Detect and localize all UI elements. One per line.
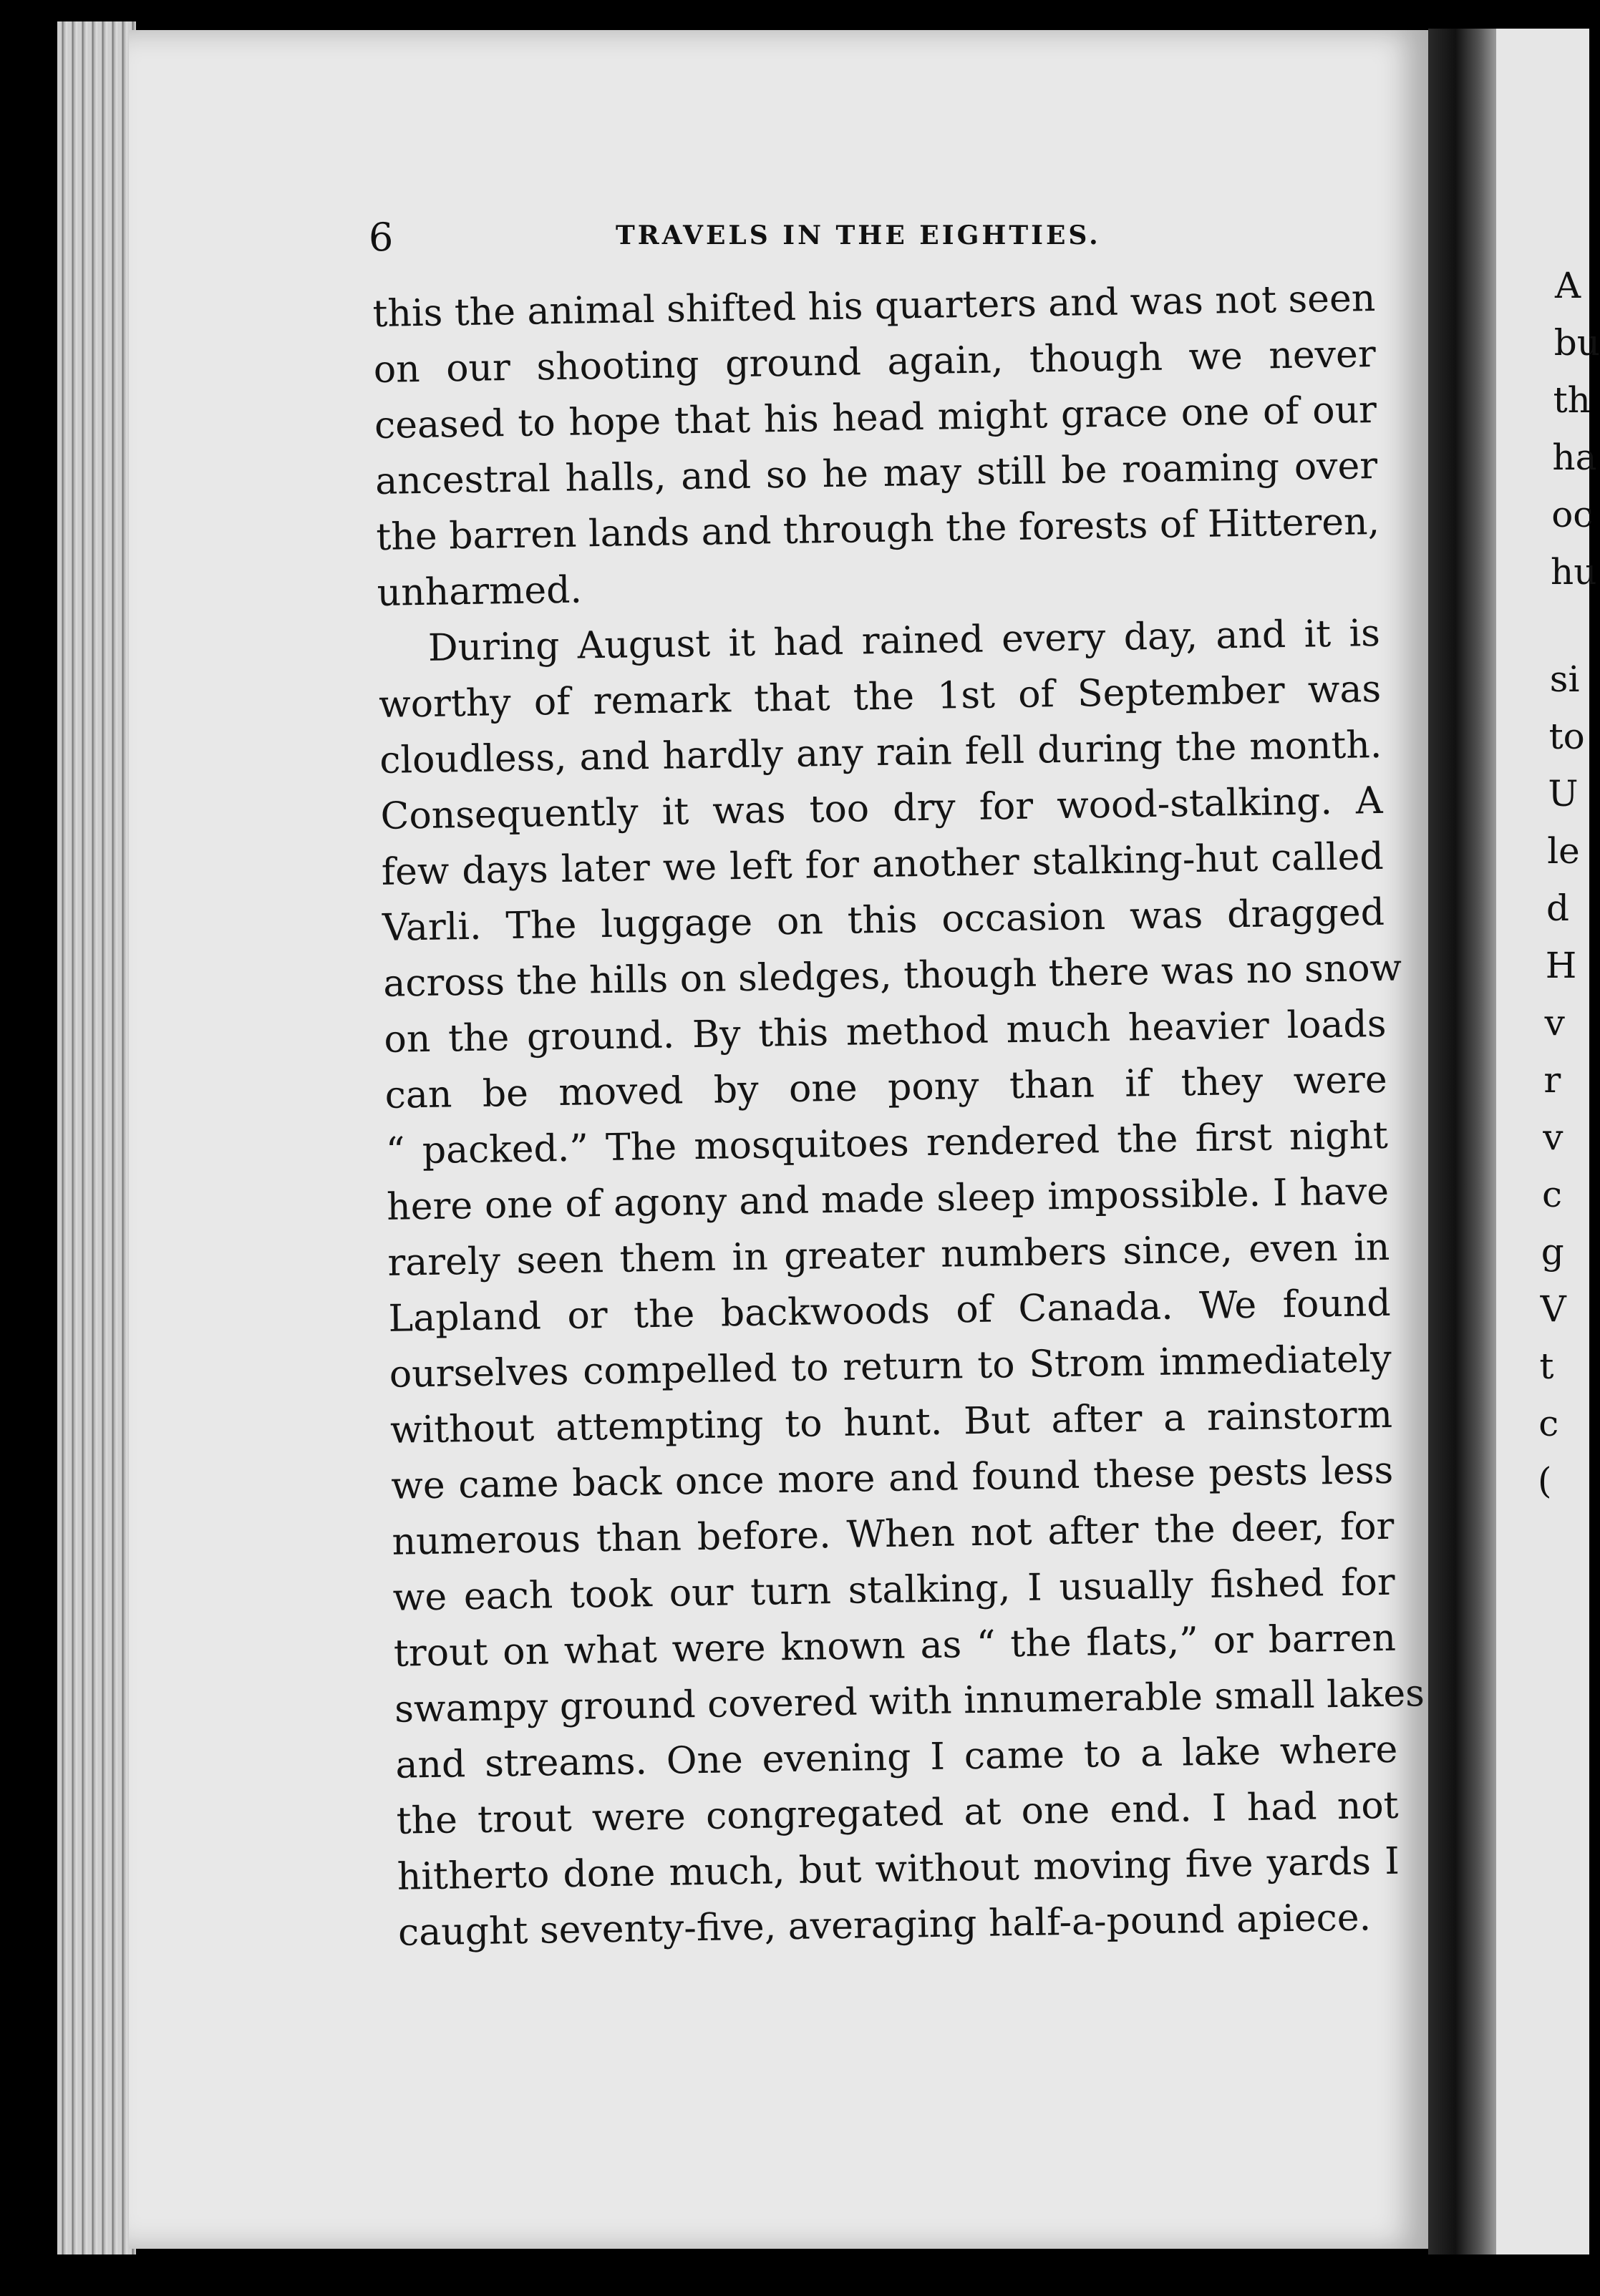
text-line: caught seventy-five, averaging half-a-pound apiece. [397,1896,1372,1955]
facing-page-fragment: si [1549,658,1580,700]
text-line: “ packed.” The mosquitoes rendered the first night [385,1114,1389,1173]
facing-page-fragment: t [1539,1346,1554,1387]
facing-page-fragment: g [1541,1231,1564,1273]
running-title: TRAVELS IN THE EIGHTIES. [616,220,1101,250]
page-number: 6 [369,215,394,260]
text-line: ancestral halls, and so he may still be roaming over [374,444,1378,503]
facing-page-fragment: ha [1552,437,1597,478]
page-edges [57,21,136,2262]
book-gutter [1428,29,1496,2254]
text-line: rarely seen them in greater numbers since, even in [387,1225,1390,1285]
facing-page-fragment: U [1548,773,1579,814]
text-line: swampy ground covered with innumerable small lakes [394,1672,1425,1731]
text-line: here one of agony and made sleep impossible. I have [386,1169,1390,1229]
text-line: without attempting to hunt. But after a rainstorm [389,1393,1393,1452]
facing-page-fragment: ( [1538,1460,1552,1502]
text-line: worthy of remark that the 1st of September was [378,667,1382,726]
text-line: ceased to hope that his head might grace one of our [374,388,1377,447]
text-line: trout on what were known as “ the flats,” or barren [393,1616,1397,1675]
facing-page-fragment: hu [1551,551,1597,593]
facing-page-edge [1496,29,1600,2254]
facing-page-fragment: le [1547,830,1580,872]
text-line: the trout were congregated at one end. I had not [396,1784,1399,1843]
text-line: Consequently it was too dry for wood-stalking. A [380,779,1383,838]
facing-page-fragment: r [1543,1059,1561,1101]
scan-border [0,2254,1589,2296]
text-line: this the animal shifted his quarters and was not seen [372,276,1376,336]
text-line: on our shooting ground again, though we never [373,332,1377,391]
text-line: we each took our turn stalking, I usually fished for [392,1560,1396,1620]
body-text [372,271,1425,1961]
facing-page-fragment: v [1543,1117,1563,1158]
facing-page-fragment: A [1555,265,1581,306]
text-line: numerous than before. When not after the deer, for [392,1504,1395,1564]
facing-page-fragment: V [1540,1288,1566,1330]
text-line: and streams. One evening I came to a lake where [394,1728,1398,1787]
facing-page-fragment: th [1553,379,1591,421]
text-line: Varli. The luggage on this occasion was dragged [382,890,1385,950]
text-line: the barren lands and through the forests of Hitteren, [376,500,1380,559]
text-line: hitherto done much, but without moving five yards I [397,1839,1400,1899]
text-line: across the hills on sledges, though there was no snow [382,946,1402,1006]
facing-page-fragment: H [1545,945,1577,986]
text-line: Lapland or the backwoods of Canada. We found [388,1281,1391,1341]
text-line: we came back once more and found these pests less [390,1449,1394,1508]
text-line: few days later we left for another stalking-hut called [381,835,1385,894]
text-line: unharmed. [377,568,583,615]
facing-page-fragment: oc [1551,494,1594,535]
text-line: During August it had rained every day, and it is [427,611,1381,670]
facing-page-fragment: v [1544,1002,1565,1044]
running-head [369,215,1106,265]
facing-page-fragment: bu [1553,322,1600,364]
facing-page-fragment: d [1546,887,1570,929]
text-line: cloudless, and hardly any rain fell during the month. [379,723,1382,782]
facing-page-fragment: c [1538,1403,1559,1444]
facing-page-fragment: to [1548,716,1585,757]
text-line: on the ground. By this method much heavier loads [384,1002,1387,1061]
text-line: ourselves compelled to return to Strom immediately [389,1337,1392,1396]
text-line: can be moved by one pony than if they were [384,1058,1388,1117]
facing-page-fragment: c [1542,1174,1563,1215]
